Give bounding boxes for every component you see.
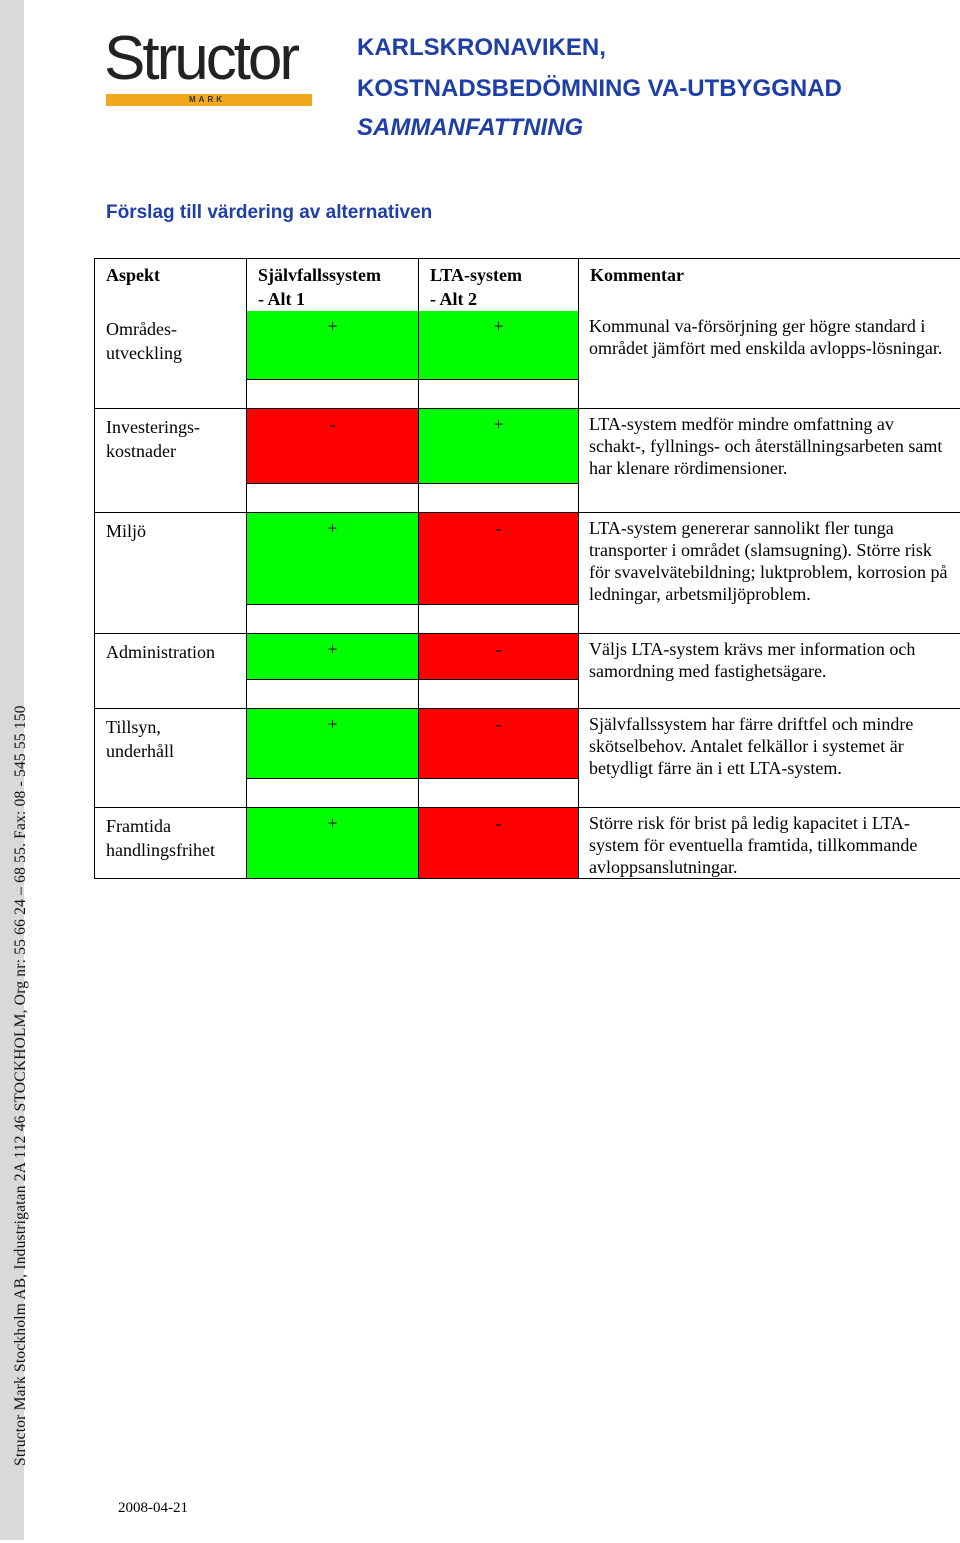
aspect-label: utveckling — [106, 343, 182, 363]
aspect-label: Miljö — [106, 520, 147, 541]
comment-cell: Större risk för brist på ledig kapacitet i LTA-system för eventuella framtida, tillkommande avloppsanslutningar. — [579, 807, 960, 878]
spacer-cell — [247, 679, 419, 708]
aspect-label: Investerings- — [106, 416, 200, 437]
alt1-rating: + — [247, 512, 419, 604]
header-comment: Kommentar — [579, 259, 960, 312]
alt2-rating: - — [419, 512, 579, 604]
comment-cell: LTA-system medför mindre omfattning av schakt-, fyllnings- och återställningsarbeten samt har klenare rördimensioner. — [579, 408, 960, 512]
sidebar-strip — [0, 0, 29, 1540]
section-title: Förslag till värdering av alternativen — [106, 202, 433, 223]
aspect-cell — [95, 408, 247, 512]
aspect-cell — [95, 512, 247, 633]
aspect-label: Framtida — [106, 815, 171, 836]
alt1-rating: + — [247, 708, 419, 778]
alt1-rating: + — [247, 311, 419, 379]
spacer-cell — [419, 778, 579, 807]
title-line-3: SAMMANFATTNING — [357, 114, 584, 141]
table-row — [95, 512, 960, 604]
table-row — [95, 708, 960, 778]
spacer-cell — [247, 604, 419, 633]
comment-cell: Väljs LTA-system krävs mer information och samordning med fastighetsägare. — [579, 633, 960, 708]
logo-subtext: MARK — [189, 95, 225, 104]
aspect-label: Administration — [106, 641, 215, 662]
aspect-label: kostnader — [106, 440, 176, 461]
table-row — [95, 408, 960, 483]
header-alt1-line2: - Alt 1 — [258, 289, 305, 309]
aspect-cell — [95, 311, 247, 408]
alt1-rating: - — [247, 408, 419, 483]
alt2-rating: - — [419, 633, 579, 679]
aspect-cell — [95, 633, 247, 708]
title-line-1: KARLSKRONAVIKEN, — [357, 34, 606, 61]
aspect-label: Tillsyn, — [106, 716, 161, 737]
spacer-cell — [247, 778, 419, 807]
aspect-cell — [95, 708, 247, 807]
aspect-label: handlingsfrihet — [106, 839, 215, 860]
table-row — [95, 311, 960, 379]
header-alt2 — [419, 259, 579, 312]
company-address: Structor Mark Stockholm AB, Industrigatan 2A 112 46 STOCKHOLM, Org nr: 55 66 24 – 68 55. Fax: 08 - 545 55 150 — [12, 705, 29, 1466]
aspect-label: Områdes- — [106, 319, 177, 339]
aspect-label: underhåll — [106, 740, 174, 761]
spacer-cell — [419, 483, 579, 512]
header-alt1 — [247, 259, 419, 312]
comment-cell: Självfallssystem har färre driftfel och mindre skötselbehov. Antalet felkällor i systemet är betydligt färre än i ett LTA-system. — [579, 708, 960, 807]
title-line-2: KOSTNADSBEDÖMNING VA-UTBYGGNAD — [357, 75, 842, 102]
comment-cell: LTA-system genererar sannolikt fler tunga transporter i området (slamsugning). Större risk för svavelvätebildning; luktproblem, korrosion på ledningar, arbetsmiljöproblem. — [579, 512, 960, 633]
table-row — [95, 633, 960, 679]
alt2-rating: - — [419, 708, 579, 778]
alt1-rating: + — [247, 633, 419, 679]
spacer-cell — [247, 379, 419, 408]
table-row — [95, 807, 960, 878]
aspect-cell — [95, 807, 247, 878]
table-header-row — [95, 259, 960, 312]
alt1-rating: + — [247, 807, 419, 878]
alt2-rating: + — [419, 311, 579, 379]
header-alt2-line1: LTA-system — [430, 265, 523, 285]
alt2-rating: + — [419, 408, 579, 483]
comment-cell: Kommunal va-försörjning ger högre standard i området jämfört med enskilda avlopps-lösningar. — [579, 311, 960, 408]
structor-logo — [104, 24, 314, 108]
header-aspect: Aspekt — [95, 259, 247, 312]
spacer-cell — [247, 483, 419, 512]
logo-wordmark: Structor — [104, 24, 298, 93]
alt2-rating: - — [419, 807, 579, 878]
spacer-cell — [419, 604, 579, 633]
spacer-cell — [419, 379, 579, 408]
document-date: 2008-04-21 — [118, 1500, 188, 1516]
header-alt1-line1: Självfallssystem — [258, 265, 381, 285]
spacer-cell — [419, 679, 579, 708]
header-alt2-line2: - Alt 2 — [430, 289, 477, 309]
evaluation-table — [94, 258, 960, 879]
